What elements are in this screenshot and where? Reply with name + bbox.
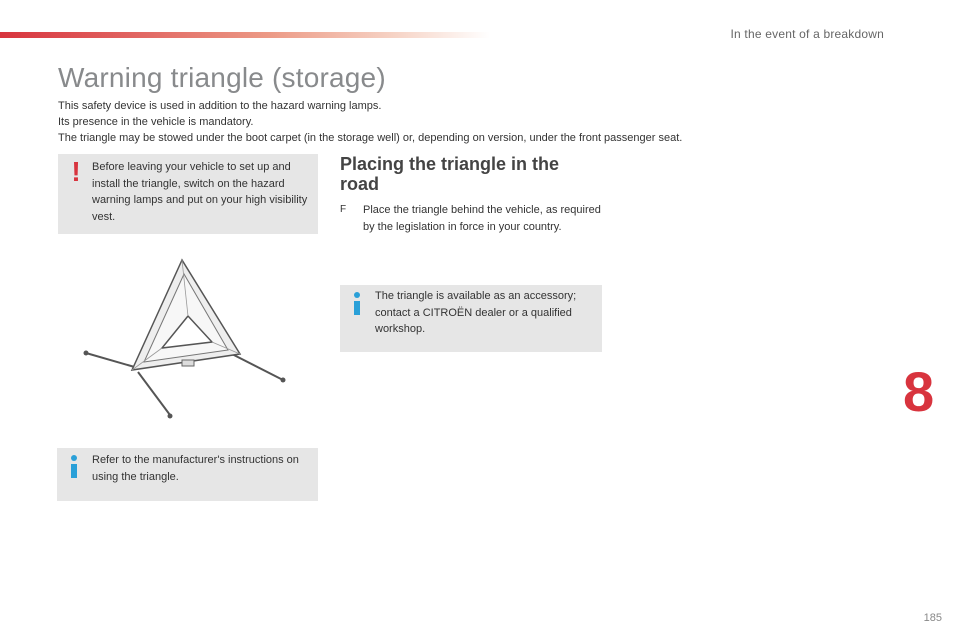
warning-box bbox=[58, 154, 318, 234]
info-box-accessory bbox=[340, 285, 602, 352]
intro-line: The triangle may be stowed under the boot carpet (in the storage well) or, depending on version, under the front passenger seat. bbox=[58, 132, 683, 144]
header-accent-bar bbox=[0, 32, 490, 38]
warning-text: Before leaving your vehicle to set up and install the triangle, switch on the hazard warning lamps and put on your high visibility vest. bbox=[92, 161, 308, 223]
info-text: The triangle is available as an accessory; contact a CITROËN dealer or a qualified workshop. bbox=[375, 290, 577, 335]
section-heading: Placing the triangle in the road bbox=[340, 154, 560, 194]
info-box-manufacturer bbox=[57, 448, 318, 501]
chapter-number: 8 bbox=[903, 360, 935, 423]
info-text: Refer to the manufacturer's instructions on using the triangle. bbox=[92, 454, 299, 483]
bullet-text: Place the triangle behind the vehicle, as required by the legislation in force in your country. bbox=[363, 204, 601, 233]
info-icon bbox=[69, 455, 79, 481]
intro-line: This safety device is used in addition to the hazard warning lamps. bbox=[58, 100, 382, 112]
intro-text bbox=[58, 98, 918, 146]
intro-line: Its presence in the vehicle is mandatory. bbox=[58, 116, 254, 128]
bullet-marker: F bbox=[340, 204, 347, 215]
info-icon bbox=[352, 292, 362, 318]
exclamation-icon: ! bbox=[71, 156, 81, 187]
chapter-title: In the event of a breakdown bbox=[730, 27, 884, 41]
warning-triangle-illustration bbox=[78, 250, 298, 425]
page-title: Warning triangle (storage) bbox=[58, 62, 386, 93]
bullet-item bbox=[340, 202, 602, 235]
page-number: 185 bbox=[923, 612, 942, 624]
